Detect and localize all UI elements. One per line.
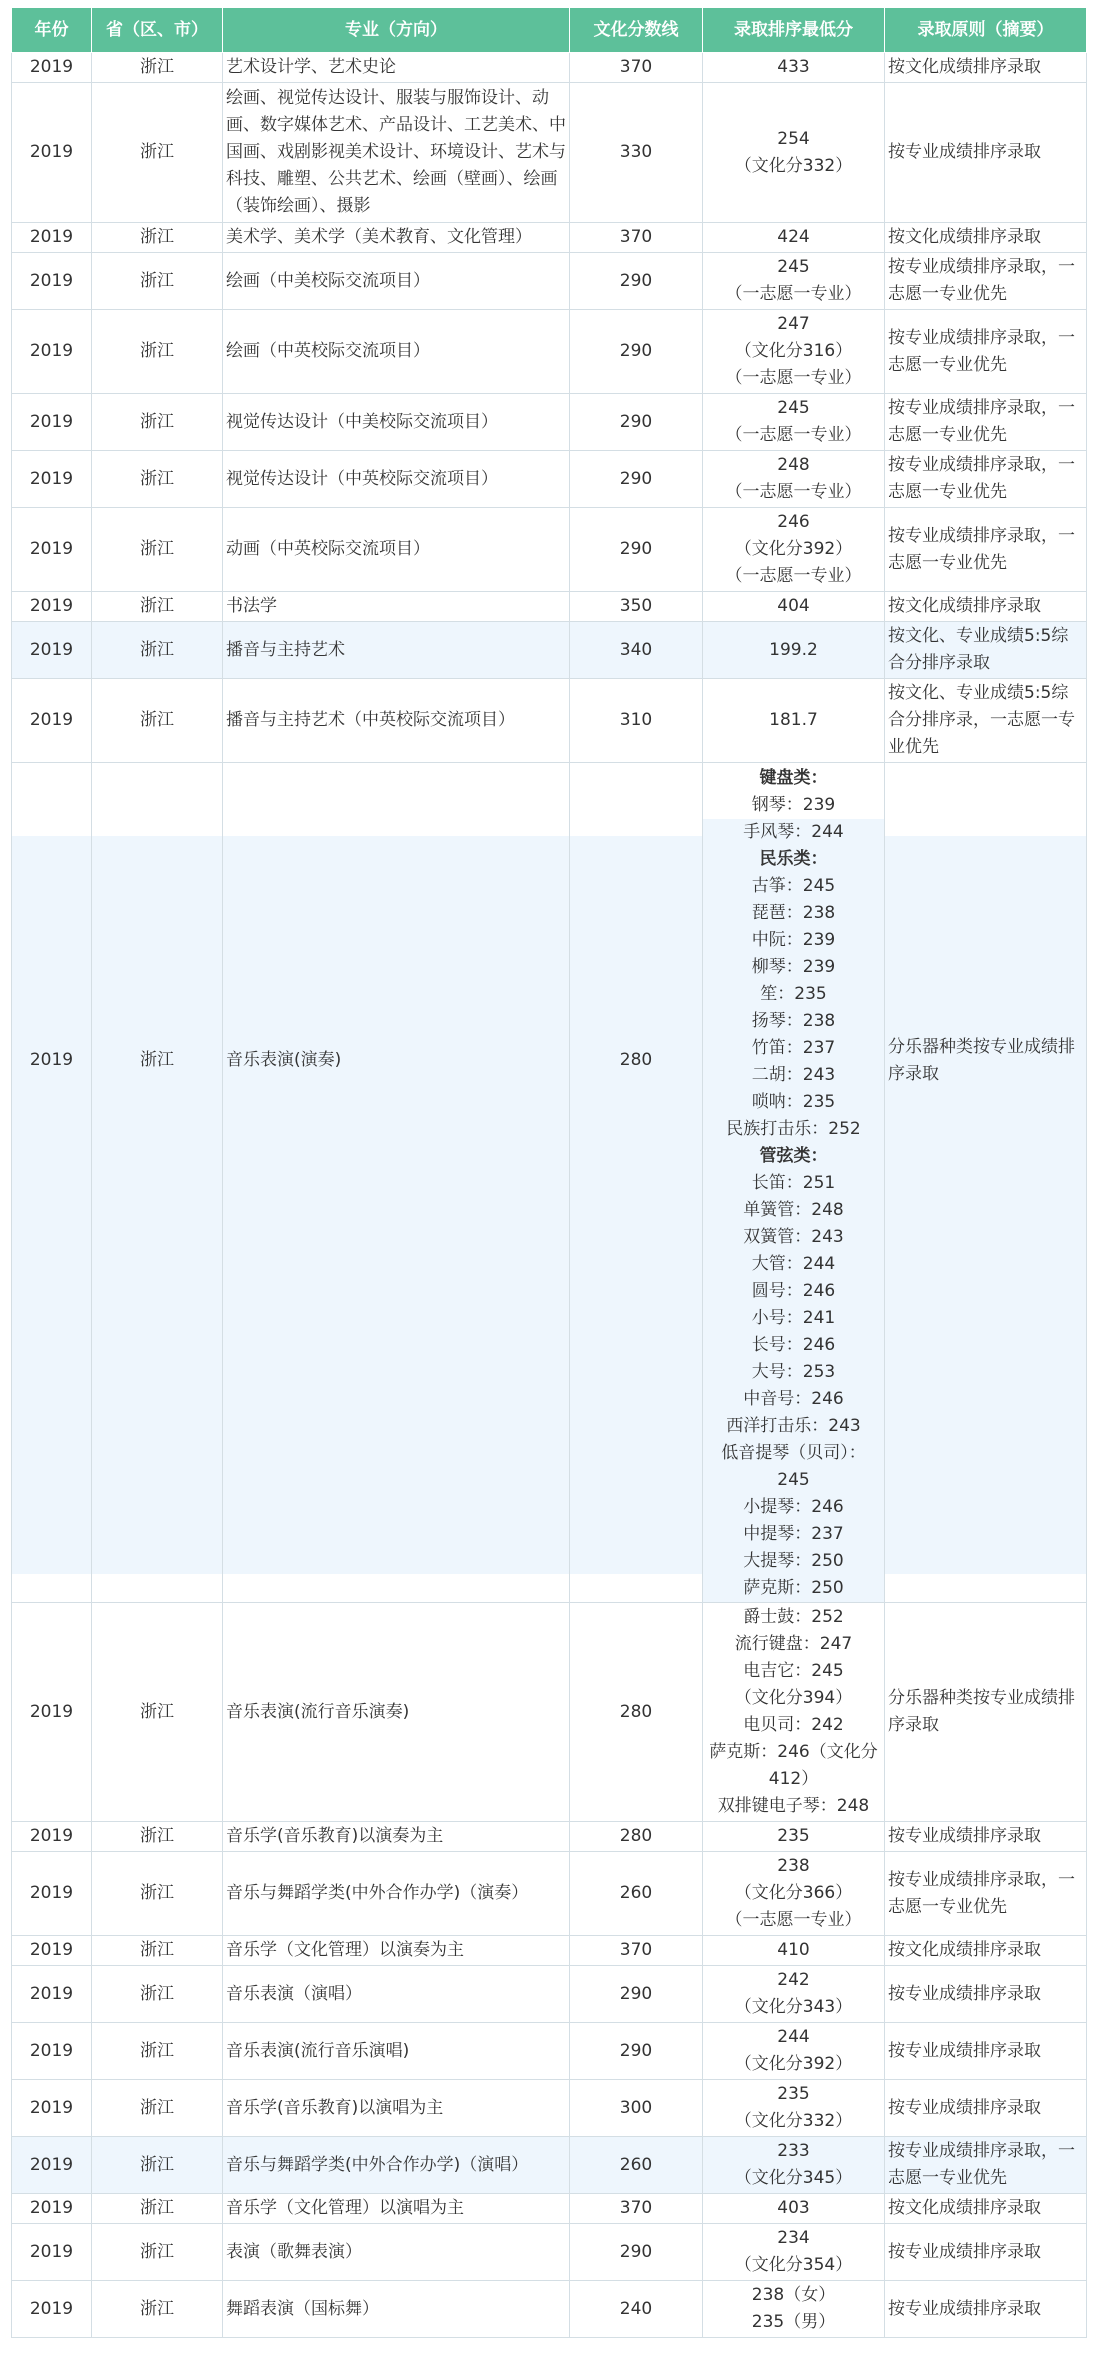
min-score-cell <box>703 83 885 223</box>
province-cell: 浙江 <box>92 2224 223 2281</box>
min-score-line: 萨克斯：246（文化分 <box>709 1742 878 1762</box>
min-score-line: 235 <box>777 2084 810 2104</box>
min-score-line: 小提琴：246 <box>743 1497 844 1517</box>
province-cell: 浙江 <box>92 2281 223 2338</box>
table-row <box>12 451 1087 508</box>
min-score-line: 长笛：251 <box>751 1173 836 1193</box>
min-score-cell <box>703 1966 885 2023</box>
table-row <box>12 1822 1087 1852</box>
min-score-line: （一志愿一专业） <box>725 368 862 388</box>
year-cell-text: 2019 <box>29 1050 74 1070</box>
admission-score-table <box>11 7 1087 2338</box>
table-row <box>12 394 1087 451</box>
min-score-line: 小号：241 <box>751 1308 836 1328</box>
province-cell: 浙江 <box>92 2194 223 2224</box>
year-cell: 2019 <box>12 2194 92 2224</box>
table-row <box>12 1603 1087 1822</box>
min-score-line: 电贝司：242 <box>743 1715 844 1735</box>
culture-line-cell: 290 <box>570 2224 703 2281</box>
min-score-line: 圆号：246 <box>751 1281 836 1301</box>
culture-line-cell: 240 <box>570 2281 703 2338</box>
year-cell: 2019 <box>12 2023 92 2080</box>
table-row <box>12 1936 1087 1966</box>
min-score-line: 键盘类： <box>759 768 828 788</box>
min-score-line: 248 <box>777 455 810 475</box>
min-score-line: 238（女） <box>751 2285 836 2305</box>
min-score-line: 管弦类： <box>759 1146 828 1166</box>
min-score-cell <box>703 394 885 451</box>
cell-highlight-segment <box>223 836 569 1574</box>
header-culture-line: 文化分数线 <box>570 8 703 53</box>
year-cell: 2019 <box>12 2137 92 2194</box>
major-cell: 绘画（中英校际交流项目） <box>223 310 570 394</box>
major-cell: 音乐表演(流行音乐演奏) <box>223 1603 570 1822</box>
min-score-cell <box>703 1936 885 1966</box>
min-score-cell <box>703 508 885 592</box>
cell-top-segment <box>12 792 91 836</box>
min-score-line: 247 <box>777 314 810 334</box>
province-cell: 浙江 <box>92 1852 223 1936</box>
principle-cell: 按文化成绩排序录取 <box>885 1936 1087 1966</box>
year-cell: 2019 <box>12 1852 92 1936</box>
min-score-line: 424 <box>777 227 810 247</box>
header-major: 专业（方向） <box>223 8 570 53</box>
culture-line-cell: 290 <box>570 2023 703 2080</box>
cell-top-segment <box>570 792 702 836</box>
min-score-line: 钢琴：239 <box>751 795 836 815</box>
min-score-line: 民乐类： <box>759 849 828 869</box>
table-row <box>12 508 1087 592</box>
min-score-cell <box>703 310 885 394</box>
province-cell: 浙江 <box>92 508 223 592</box>
min-score-line: 410 <box>777 1940 810 1960</box>
culture-line-cell-text: 280 <box>619 1050 653 1070</box>
major-cell-text: 音乐表演(演奏) <box>226 1050 342 1070</box>
principle-cell: 按专业成绩排序录取 <box>885 2023 1087 2080</box>
min-score-cell <box>703 2023 885 2080</box>
principle-cell: 按专业成绩排序录取，一志愿一专业优先 <box>885 253 1087 310</box>
table-row <box>12 763 1087 1603</box>
min-score-line: （一志愿一专业） <box>725 1910 862 1930</box>
principle-cell: 按专业成绩排序录取，一志愿一专业优先 <box>885 310 1087 394</box>
table-row <box>12 622 1087 679</box>
year-cell: 2019 <box>12 508 92 592</box>
min-score-line: 199.2 <box>769 639 818 660</box>
year-cell: 2019 <box>12 253 92 310</box>
min-score-line: 双簧管：243 <box>743 1227 844 1247</box>
cell-highlight-segment <box>703 819 884 1602</box>
province-cell: 浙江 <box>92 223 223 253</box>
cell-top-segment <box>223 792 569 836</box>
culture-line-cell: 310 <box>570 679 703 763</box>
min-score-cell <box>703 1852 885 1936</box>
province-cell: 浙江 <box>92 53 223 83</box>
min-score-line: （文化分394） <box>734 1688 853 1708</box>
major-cell: 音乐学（文化管理）以演唱为主 <box>223 2194 570 2224</box>
principle-cell: 按文化、专业成绩5:5综合分排序录取 <box>885 622 1087 679</box>
cell-top-segment <box>885 792 1086 836</box>
principle-cell: 按文化成绩排序录取 <box>885 223 1087 253</box>
min-score-line: 古筝：245 <box>751 876 836 896</box>
table-row <box>12 2194 1087 2224</box>
province-cell: 浙江 <box>92 394 223 451</box>
province-cell: 浙江 <box>92 592 223 622</box>
province-cell: 浙江 <box>92 310 223 394</box>
major-cell: 书法学 <box>223 592 570 622</box>
culture-line-cell <box>570 763 703 1603</box>
table-row <box>12 679 1087 763</box>
min-score-line: 233 <box>777 2141 810 2161</box>
min-score-line: 234 <box>777 2228 810 2248</box>
table-row <box>12 2224 1087 2281</box>
min-score-line: 244 <box>777 2027 810 2047</box>
min-score-cell <box>703 451 885 508</box>
table-row <box>12 2023 1087 2080</box>
year-cell: 2019 <box>12 1822 92 1852</box>
principle-cell-text: 分乐器种类按专业成绩排序录取 <box>888 1036 1075 1084</box>
year-cell: 2019 <box>12 2080 92 2137</box>
min-score-line: 长号：246 <box>751 1335 836 1355</box>
min-score-line: （文化分345） <box>734 2168 853 2188</box>
min-score-line: 萨克斯：250 <box>743 1578 844 1598</box>
principle-cell: 按专业成绩排序录取，一志愿一专业优先 <box>885 1852 1087 1936</box>
major-cell: 播音与主持艺术 <box>223 622 570 679</box>
min-score-line: 扬琴：238 <box>751 1011 836 1031</box>
min-score-line: 柳琴：239 <box>751 957 836 977</box>
province-cell: 浙江 <box>92 2080 223 2137</box>
culture-line-cell: 350 <box>570 592 703 622</box>
principle-cell: 按专业成绩排序录取，一志愿一专业优先 <box>885 2137 1087 2194</box>
cell-top-segment <box>703 763 884 819</box>
province-cell: 浙江 <box>92 253 223 310</box>
year-cell: 2019 <box>12 394 92 451</box>
min-score-line: 412） <box>768 1769 819 1789</box>
year-cell: 2019 <box>12 679 92 763</box>
table-row <box>12 2281 1087 2338</box>
major-cell: 舞蹈表演（国标舞） <box>223 2281 570 2338</box>
min-score-line: 中提琴：237 <box>743 1524 844 1544</box>
min-score-line: 大管：244 <box>751 1254 836 1274</box>
culture-line-cell: 260 <box>570 2137 703 2194</box>
min-score-cell <box>703 223 885 253</box>
culture-line-cell: 370 <box>570 2194 703 2224</box>
min-score-line: 西洋打击乐：243 <box>726 1416 861 1436</box>
culture-line-cell: 340 <box>570 622 703 679</box>
principle-cell: 按专业成绩排序录取 <box>885 2080 1087 2137</box>
min-score-line: 254 <box>777 128 810 149</box>
principle-cell: 按专业成绩排序录取，一志愿一专业优先 <box>885 451 1087 508</box>
province-cell: 浙江 <box>92 1936 223 1966</box>
province-cell: 浙江 <box>92 2023 223 2080</box>
min-score-line: （文化分316） <box>734 341 853 361</box>
header-year: 年份 <box>12 8 92 53</box>
province-cell <box>92 763 223 1603</box>
header-row <box>12 8 1087 53</box>
min-score-line: 爵士鼓：252 <box>743 1607 844 1627</box>
major-cell: 美术学、美术学（美术教育、文化管理） <box>223 223 570 253</box>
year-cell: 2019 <box>12 1936 92 1966</box>
min-score-cell <box>703 2194 885 2224</box>
min-score-line: 235（男） <box>751 2312 836 2332</box>
principle-cell: 分乐器种类按专业成绩排序录取 <box>885 1603 1087 1822</box>
culture-line-cell: 260 <box>570 1852 703 1936</box>
min-score-line: 唢呐：235 <box>751 1092 836 1112</box>
year-cell: 2019 <box>12 223 92 253</box>
min-score-line: 245 <box>777 1470 810 1490</box>
year-cell: 2019 <box>12 310 92 394</box>
principle-cell: 按专业成绩排序录取 <box>885 83 1087 223</box>
table-row <box>12 53 1087 83</box>
major-cell: 音乐与舞蹈学类(中外合作办学)（演奏） <box>223 1852 570 1936</box>
principle-cell: 按专业成绩排序录取 <box>885 1822 1087 1852</box>
year-cell: 2019 <box>12 1966 92 2023</box>
min-score-cell <box>703 592 885 622</box>
table-row <box>12 1966 1087 2023</box>
min-score-line: （文化分392） <box>734 2054 853 2074</box>
province-cell-text: 浙江 <box>140 1050 174 1070</box>
major-cell: 音乐与舞蹈学类(中外合作办学)（演唱） <box>223 2137 570 2194</box>
major-cell: 音乐学(音乐教育)以演唱为主 <box>223 2080 570 2137</box>
table-row <box>12 83 1087 223</box>
table-row <box>12 223 1087 253</box>
cell-highlight-segment <box>885 836 1086 1574</box>
table-body <box>12 53 1087 2338</box>
principle-cell: 按文化成绩排序录取 <box>885 592 1087 622</box>
min-score-line: （一志愿一专业） <box>725 482 862 502</box>
table-row <box>12 253 1087 310</box>
min-score-line: 242 <box>777 1970 810 1990</box>
min-score-cell <box>703 2281 885 2338</box>
major-cell: 视觉传达设计（中英校际交流项目） <box>223 451 570 508</box>
min-score-cell <box>703 53 885 83</box>
principle-cell: 按专业成绩排序录取 <box>885 2281 1087 2338</box>
major-cell: 绘画（中美校际交流项目） <box>223 253 570 310</box>
province-cell: 浙江 <box>92 1603 223 1822</box>
province-cell: 浙江 <box>92 2137 223 2194</box>
min-score-line: 大号：253 <box>751 1362 836 1382</box>
province-cell: 浙江 <box>92 1966 223 2023</box>
min-score-line: 238 <box>777 1856 810 1876</box>
cell-highlight-segment <box>570 836 702 1574</box>
year-cell: 2019 <box>12 622 92 679</box>
culture-line-cell: 290 <box>570 1966 703 2023</box>
major-cell: 音乐学（文化管理）以演奏为主 <box>223 1936 570 1966</box>
table-row <box>12 310 1087 394</box>
min-score-line: 低音提琴（贝司）： <box>721 1443 866 1463</box>
culture-line-cell: 300 <box>570 2080 703 2137</box>
principle-cell: 按文化、专业成绩5:5综合分排序录，一志愿一专业优先 <box>885 679 1087 763</box>
min-score-line: （文化分332） <box>734 155 853 176</box>
min-score-line: 电吉它：245 <box>743 1661 844 1681</box>
min-score-line: （文化分366） <box>734 1883 853 1903</box>
min-score-line: 竹笛：237 <box>751 1038 836 1058</box>
year-cell: 2019 <box>12 1603 92 1822</box>
min-score-cell <box>703 679 885 763</box>
table-row <box>12 2080 1087 2137</box>
min-score-line: （文化分392） <box>734 539 853 559</box>
major-cell: 音乐学(音乐教育)以演奏为主 <box>223 1822 570 1852</box>
principle-cell: 按专业成绩排序录取 <box>885 1966 1087 2023</box>
min-score-line: 二胡：243 <box>751 1065 836 1085</box>
major-cell: 动画（中英校际交流项目） <box>223 508 570 592</box>
principle-cell: 按专业成绩排序录取，一志愿一专业优先 <box>885 508 1087 592</box>
year-cell: 2019 <box>12 2281 92 2338</box>
min-score-line: 245 <box>777 398 810 418</box>
principle-cell <box>885 763 1087 1603</box>
culture-line-cell: 290 <box>570 508 703 592</box>
principle-cell: 按文化成绩排序录取 <box>885 53 1087 83</box>
min-score-cell <box>703 2224 885 2281</box>
header-principle: 录取原则（摘要） <box>885 8 1087 53</box>
header-min-score: 录取排序最低分 <box>703 8 885 53</box>
min-score-line: （一志愿一专业） <box>725 566 862 586</box>
table-row <box>12 2137 1087 2194</box>
major-cell: 播音与主持艺术（中英校际交流项目） <box>223 679 570 763</box>
min-score-line: 246 <box>777 512 810 532</box>
culture-line-cell: 370 <box>570 53 703 83</box>
min-score-line: 中阮：239 <box>751 930 836 950</box>
table-row <box>12 592 1087 622</box>
province-cell: 浙江 <box>92 451 223 508</box>
cell-highlight-segment <box>12 836 91 1574</box>
min-score-line: （文化分354） <box>734 2255 853 2275</box>
min-score-line: （一志愿一专业） <box>725 425 862 445</box>
principle-cell: 按文化成绩排序录取 <box>885 2194 1087 2224</box>
min-score-line: （文化分343） <box>734 1997 853 2017</box>
province-cell: 浙江 <box>92 622 223 679</box>
culture-line-cell: 280 <box>570 1603 703 1822</box>
min-score-line: 433 <box>777 57 810 77</box>
min-score-line: （一志愿一专业） <box>725 284 862 304</box>
year-cell: 2019 <box>12 592 92 622</box>
province-cell: 浙江 <box>92 1822 223 1852</box>
min-score-line: 民族打击乐：252 <box>726 1119 861 1139</box>
culture-line-cell: 280 <box>570 1822 703 1852</box>
province-cell: 浙江 <box>92 679 223 763</box>
min-score-cell <box>703 2137 885 2194</box>
major-cell <box>223 763 570 1603</box>
culture-line-cell: 290 <box>570 253 703 310</box>
min-score-cell <box>703 253 885 310</box>
year-cell: 2019 <box>12 451 92 508</box>
year-cell: 2019 <box>12 83 92 223</box>
min-score-line: 双排键电子琴：248 <box>717 1796 870 1816</box>
major-cell: 音乐表演(流行音乐演唱) <box>223 2023 570 2080</box>
table-row <box>12 1852 1087 1936</box>
major-cell: 音乐表演（演唱） <box>223 1966 570 2023</box>
principle-cell: 按专业成绩排序录取 <box>885 2224 1087 2281</box>
cell-highlight-segment <box>92 836 222 1574</box>
major-cell: 视觉传达设计（中美校际交流项目） <box>223 394 570 451</box>
min-score-line: 245 <box>777 257 810 277</box>
min-score-line: 笙：235 <box>760 984 827 1004</box>
major-cell: 艺术设计学、艺术史论 <box>223 53 570 83</box>
min-score-line: （文化分332） <box>734 2111 853 2131</box>
min-score-line: 琵琶：238 <box>751 903 836 923</box>
min-score-line: 中音号：246 <box>743 1389 844 1409</box>
culture-line-cell: 290 <box>570 394 703 451</box>
min-score-cell <box>703 622 885 679</box>
header-province: 省（区、市） <box>92 8 223 53</box>
year-cell: 2019 <box>12 53 92 83</box>
culture-line-cell: 290 <box>570 310 703 394</box>
min-score-cell <box>703 2080 885 2137</box>
min-score-cell <box>703 1822 885 1852</box>
min-score-cell <box>703 763 885 1603</box>
year-cell: 2019 <box>12 2224 92 2281</box>
min-score-line: 单簧管：248 <box>743 1200 844 1220</box>
min-score-line: 404 <box>777 596 810 616</box>
major-cell: 表演（歌舞表演） <box>223 2224 570 2281</box>
min-score-line: 手风琴：244 <box>743 822 844 842</box>
major-cell: 绘画、视觉传达设计、服装与服饰设计、动画、数字媒体艺术、产品设计、工艺美术、中国画、戏剧影视美术设计、环境设计、艺术与科技、雕塑、公共艺术、绘画（壁画）、绘画（装饰绘画）、摄影 <box>223 83 570 223</box>
min-score-line: 181.7 <box>769 710 818 730</box>
culture-line-cell: 370 <box>570 1936 703 1966</box>
culture-line-cell: 290 <box>570 451 703 508</box>
cell-top-segment <box>92 792 222 836</box>
admission-table-container <box>11 7 1086 2338</box>
min-score-cell <box>703 1603 885 1822</box>
min-score-line: 大提琴：250 <box>743 1551 844 1571</box>
principle-cell: 按专业成绩排序录取，一志愿一专业优先 <box>885 394 1087 451</box>
min-score-line: 235 <box>777 1826 810 1846</box>
min-score-line: 流行键盘：247 <box>734 1634 853 1654</box>
province-cell: 浙江 <box>92 83 223 223</box>
year-cell <box>12 763 92 1603</box>
culture-line-cell: 330 <box>570 83 703 223</box>
culture-line-cell: 370 <box>570 223 703 253</box>
min-score-line: 403 <box>777 2198 810 2218</box>
